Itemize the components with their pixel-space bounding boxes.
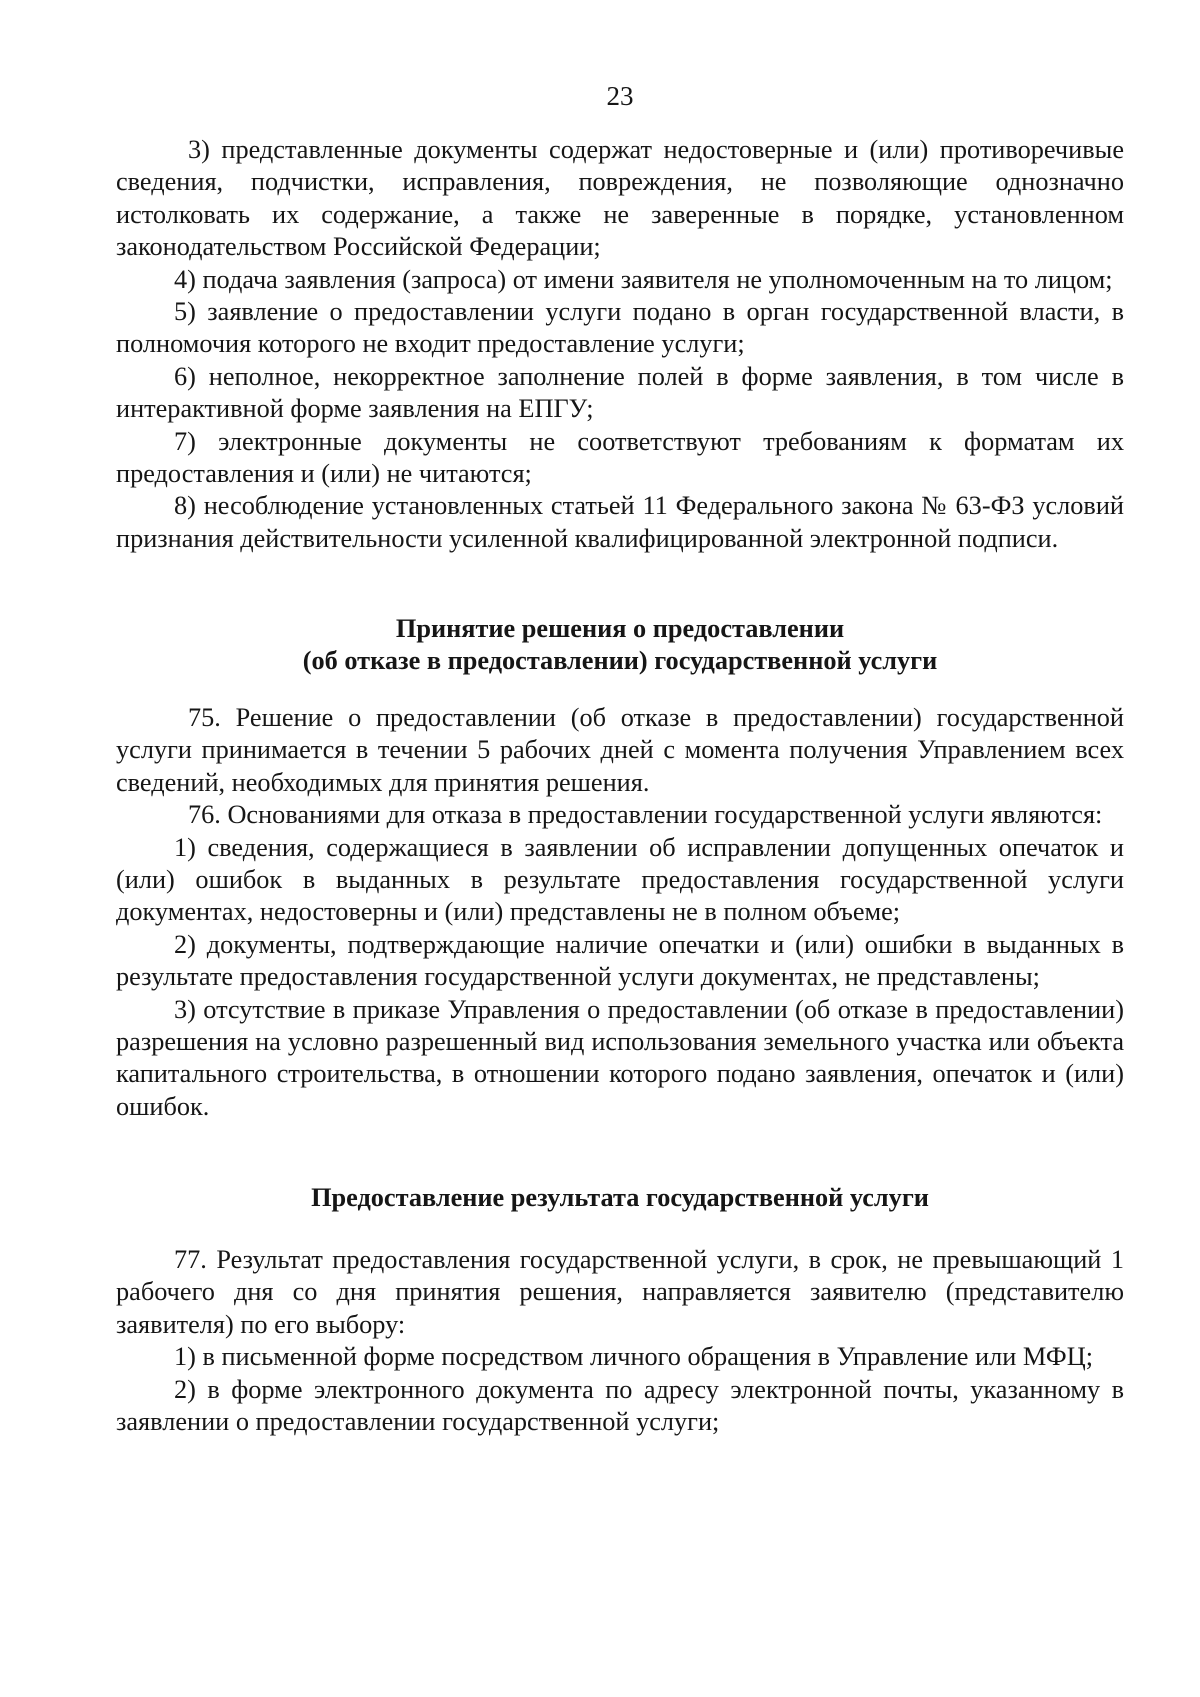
section-heading-decision: [116, 613, 1124, 678]
grounds-list-continued: [116, 134, 1124, 555]
heading-line: (об отказе в предоставлении) государственной услуги: [302, 646, 938, 676]
paragraph: 4) подача заявления (запроса) от имени заявителя не уполномоченным на то лицом;: [174, 264, 1113, 294]
paragraph: 77. Результат предоставления государственной услуги, в срок, не превышающий 1 рабочего дня со дня принятия решения, направляется заявителю (представителю заявителя) по его выбору:: [116, 1245, 1124, 1339]
paragraph: 8) несоблюдение установленных статьей 11 Федерального закона № 63-ФЗ условий признания действительности усиленной квалифицированной электронной подписи.: [116, 491, 1124, 553]
paragraph: 5) заявление о предоставлении услуги подано в орган государственной власти, в полномочия которого не входит предоставление услуги;: [116, 297, 1124, 359]
paragraph: 2) в форме электронного документа по адресу электронной почты, указанному в заявлении о предоставлении государственной услуги;: [116, 1374, 1124, 1437]
section-heading-result: [116, 1182, 1124, 1214]
heading-line: Предоставление результата государственной услуги: [311, 1183, 929, 1212]
paragraph: 76. Основаниями для отказа в предоставлении государственной услуги являются:: [188, 800, 1103, 830]
heading-line: Принятие решения о предоставлении: [395, 614, 845, 643]
decision-section: [116, 702, 1124, 1123]
paragraph: 1) в письменной форме посредством личного обращения в Управление или МФЦ;: [174, 1342, 1094, 1372]
paragraph: 7) электронные документы не соответствуют требованиям к форматам их предоставления и (или) не читаются;: [116, 426, 1124, 489]
paragraph: 3) отсутствие в приказе Управления о предоставлении (об отказе в предоставлении) разрешения на условно разрешенный вид использования земельного участка или объекта капитального строительства, в отношении которого подано заявления, опечаток и (или) ошибок.: [116, 994, 1124, 1121]
paragraph: 1) сведения, содержащиеся в заявлении об исправлении допущенных опечаток и (или) ошибок в выданных в результате предоставления государственной услуги документах, недостоверны и (или) представлены не в полном объеме;: [116, 832, 1124, 927]
paragraph: 75. Решение о предоставлении (об отказе в предоставлении) государственной услуги принимается в течении 5 рабочих дней с момента получения Управлением всех сведений, необходимых для принятия решения.: [116, 703, 1124, 797]
paragraph: 3) представленные документы содержат недостоверные и (или) противоречивые сведения, подчистки, исправления, повреждения, не позволяющие однозначно истолковать их содержание, а также не заверенные в порядке, установленном законодательством Российской Федерации;: [116, 135, 1124, 262]
result-section: [116, 1244, 1124, 1438]
paragraph: 6) неполное, некорректное заполнение полей в форме заявления, в том числе в интерактивной форме заявления на ЕПГУ;: [116, 361, 1124, 424]
paragraph: 2) документы, подтверждающие наличие опечатки и (или) ошибки в выданных в результате предоставления государственной услуги документах, не представлены;: [116, 929, 1124, 992]
page-number: 23: [606, 81, 634, 111]
